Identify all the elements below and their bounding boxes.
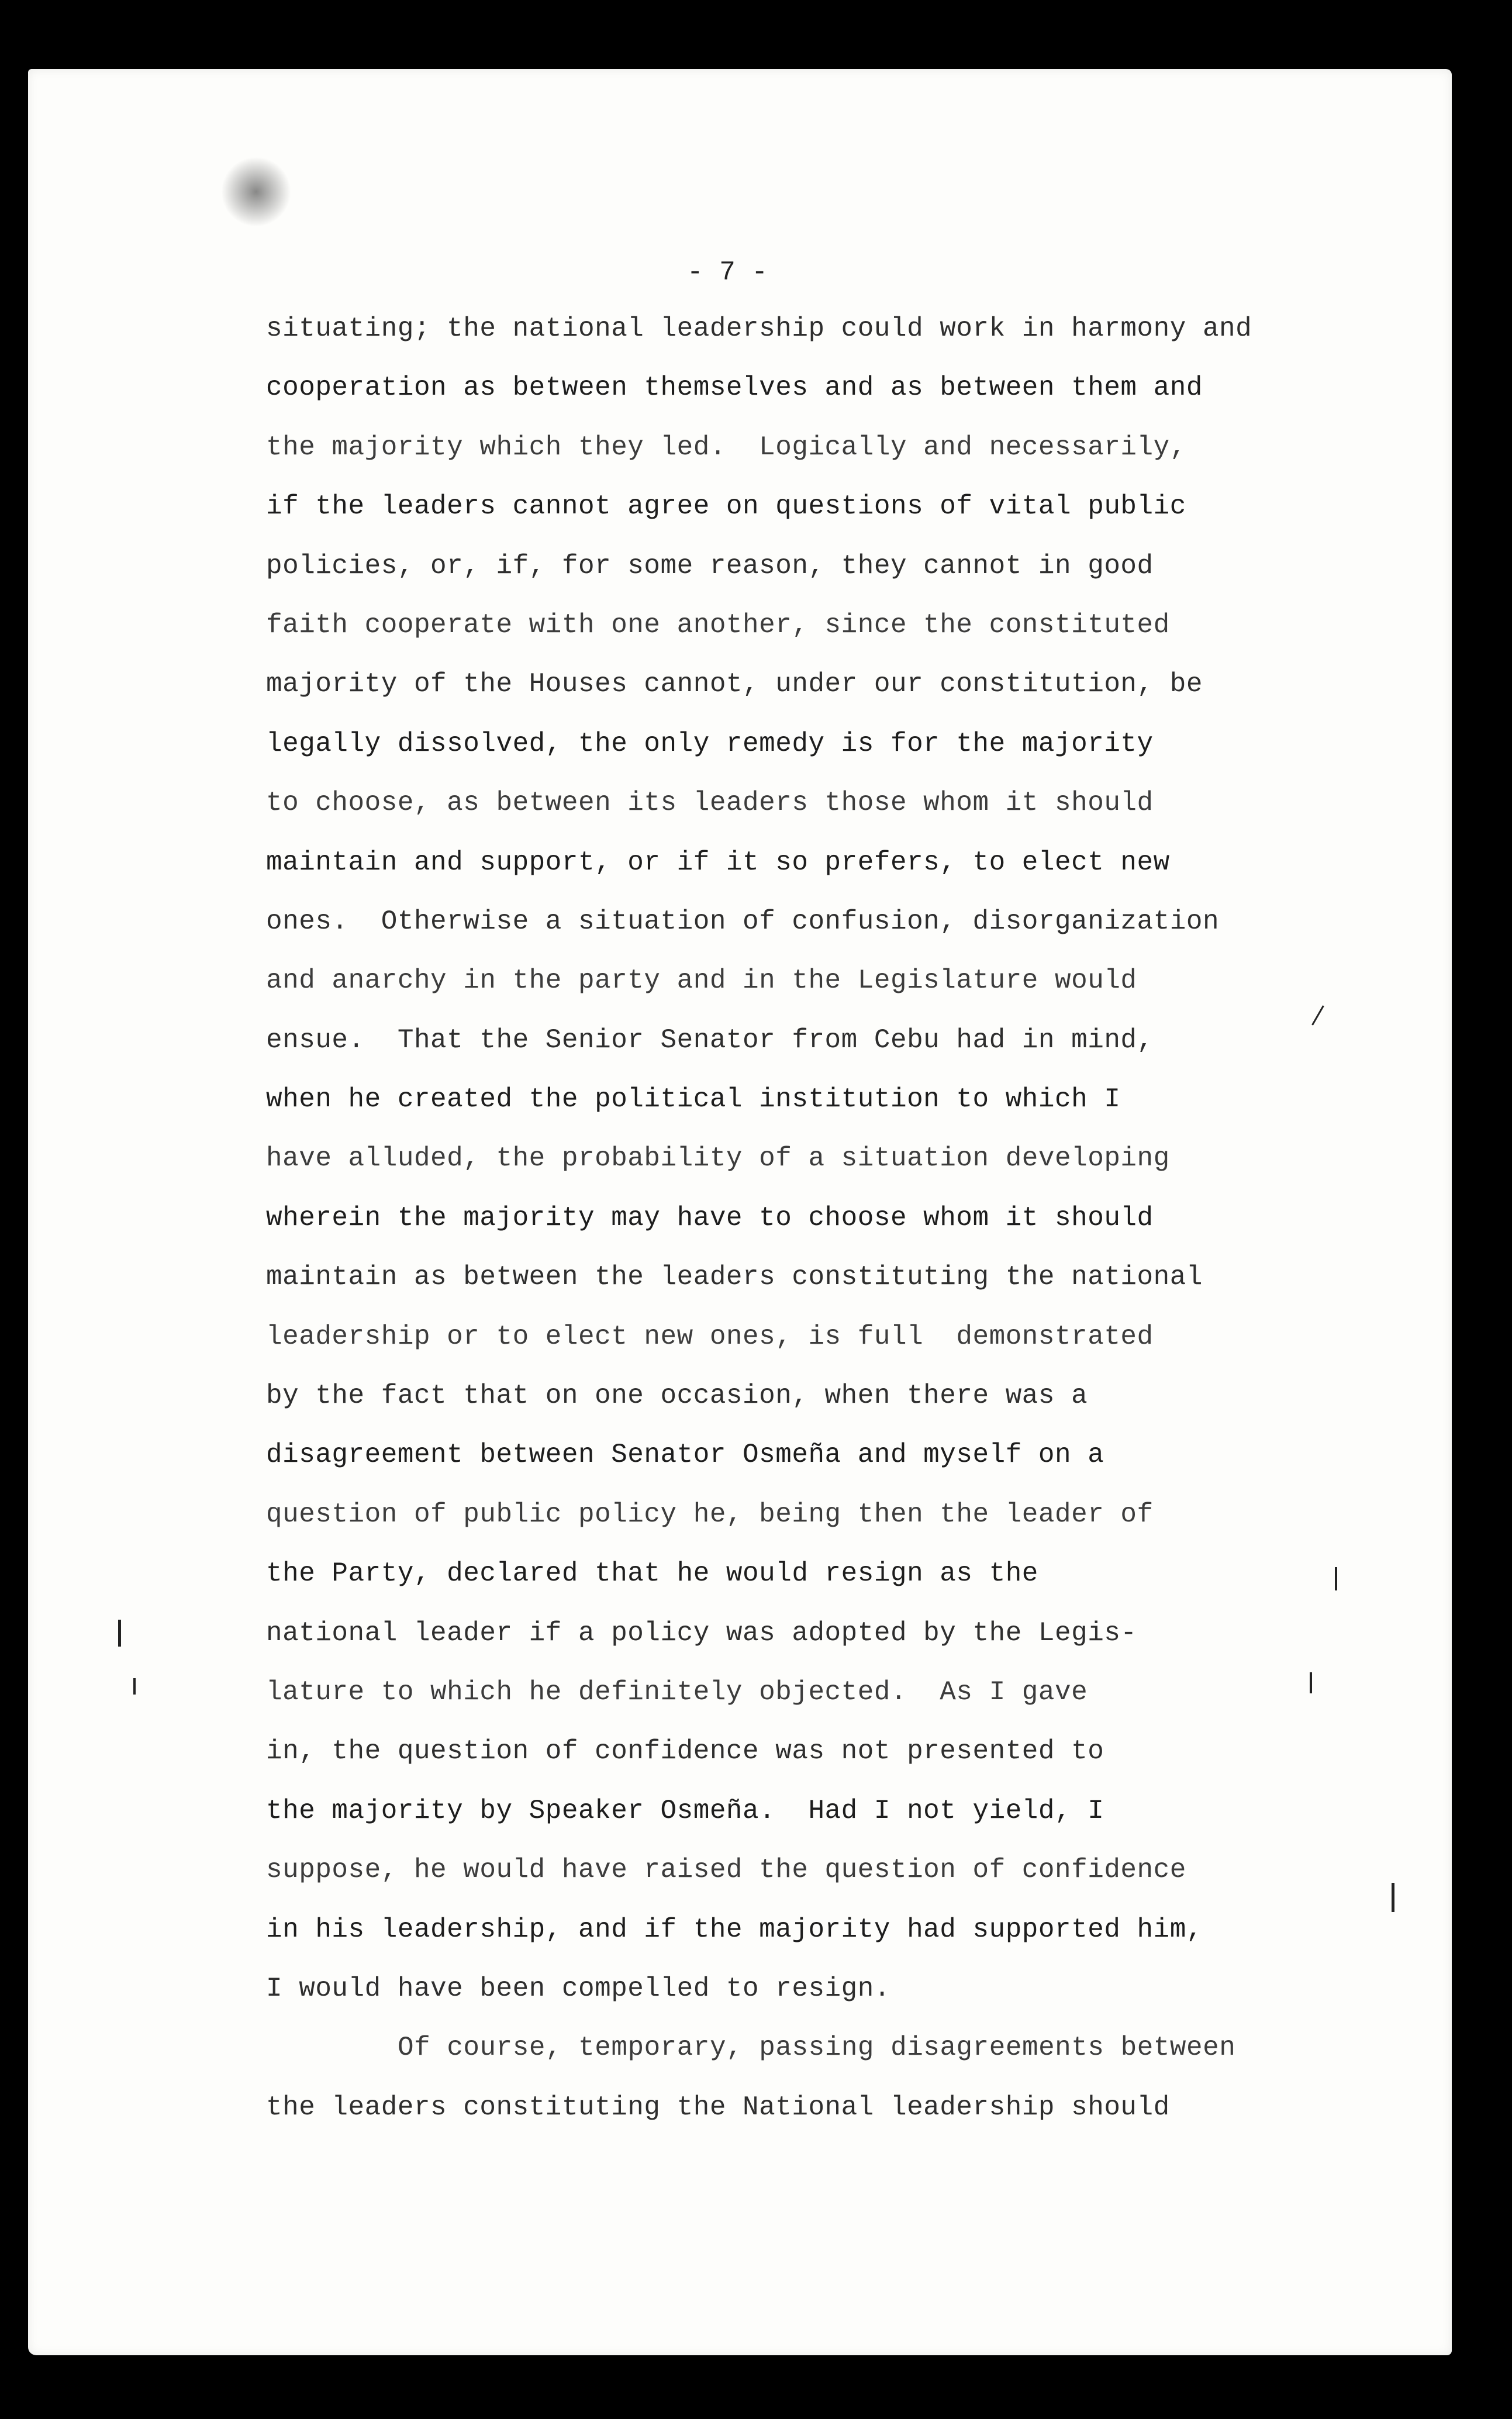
text-line: majority of the Houses cannot, under our constitution, be: [266, 669, 1203, 700]
text-line: I would have been compelled to resign.: [266, 1973, 890, 2004]
text-line: when he created the political institution to which I: [266, 1084, 1121, 1115]
text-line: national leader if a policy was adopted by the Legis-: [266, 1617, 1137, 1648]
text-line: in his leadership, and if the majority had supported him,: [266, 1914, 1203, 1945]
text-line: disagreement between Senator Osmeña and myself on a: [266, 1440, 1104, 1471]
page-number: - 7 -: [687, 257, 768, 288]
text-line: maintain as between the leaders constituting the national: [266, 1262, 1203, 1293]
text-line: in, the question of confidence was not presented to: [266, 1736, 1104, 1767]
pencil-tick: [133, 1678, 136, 1695]
text-line: to choose, as between its leaders those whom it should: [266, 788, 1154, 819]
text-line: ensue. That the Senior Senator from Cebu had in mind,: [266, 1024, 1154, 1055]
text-line: wherein the majority may have to choose whom it should: [266, 1202, 1154, 1233]
text-line: cooperation as between themselves and as between them and: [266, 372, 1203, 403]
pencil-tick: [1335, 1567, 1337, 1590]
pencil-tick: [1392, 1883, 1394, 1912]
text-line: leadership or to elect new ones, is full demonstrated: [266, 1321, 1154, 1352]
text-line: and anarchy in the party and in the Legislature would: [266, 965, 1137, 996]
pencil-tick: [1310, 1672, 1312, 1693]
text-line: suppose, he would have raised the question of confidence: [266, 1855, 1186, 1886]
text-line: if the leaders cannot agree on questions of vital public: [266, 491, 1186, 522]
text-line: Of course, temporary, passing disagreements between: [398, 2032, 1236, 2063]
text-line: the majority which they led. Logically and necessarily,: [266, 432, 1186, 463]
text-line: the leaders constituting the National leadership should: [266, 2092, 1170, 2123]
text-line: lature to which he definitely objected. As I gave: [266, 1676, 1088, 1707]
ink-smudge: [221, 157, 291, 227]
text-line: faith cooperate with one another, since the constituted: [266, 609, 1170, 640]
text-line: policies, or, if, for some reason, they cannot in good: [266, 550, 1154, 581]
text-line: by the fact that on one occasion, when there was a: [266, 1381, 1088, 1412]
text-line: maintain and support, or if it so prefers, to elect new: [266, 847, 1170, 878]
pencil-tick: [118, 1620, 121, 1647]
text-line: the majority by Speaker Osmeña. Had I not yield, I: [266, 1795, 1104, 1826]
text-line: have alluded, the probability of a situation developing: [266, 1143, 1170, 1174]
text-line: the Party, declared that he would resign as the: [266, 1558, 1038, 1589]
typed-body-text: [266, 299, 1354, 2137]
text-line: situating; the national leadership could work in harmony and: [266, 313, 1252, 344]
text-line: legally dissolved, the only remedy is for the majority: [266, 728, 1154, 759]
text-line: ones. Otherwise a situation of confusion, disorganization: [266, 906, 1220, 937]
text-line: question of public policy he, being then the leader of: [266, 1499, 1154, 1530]
